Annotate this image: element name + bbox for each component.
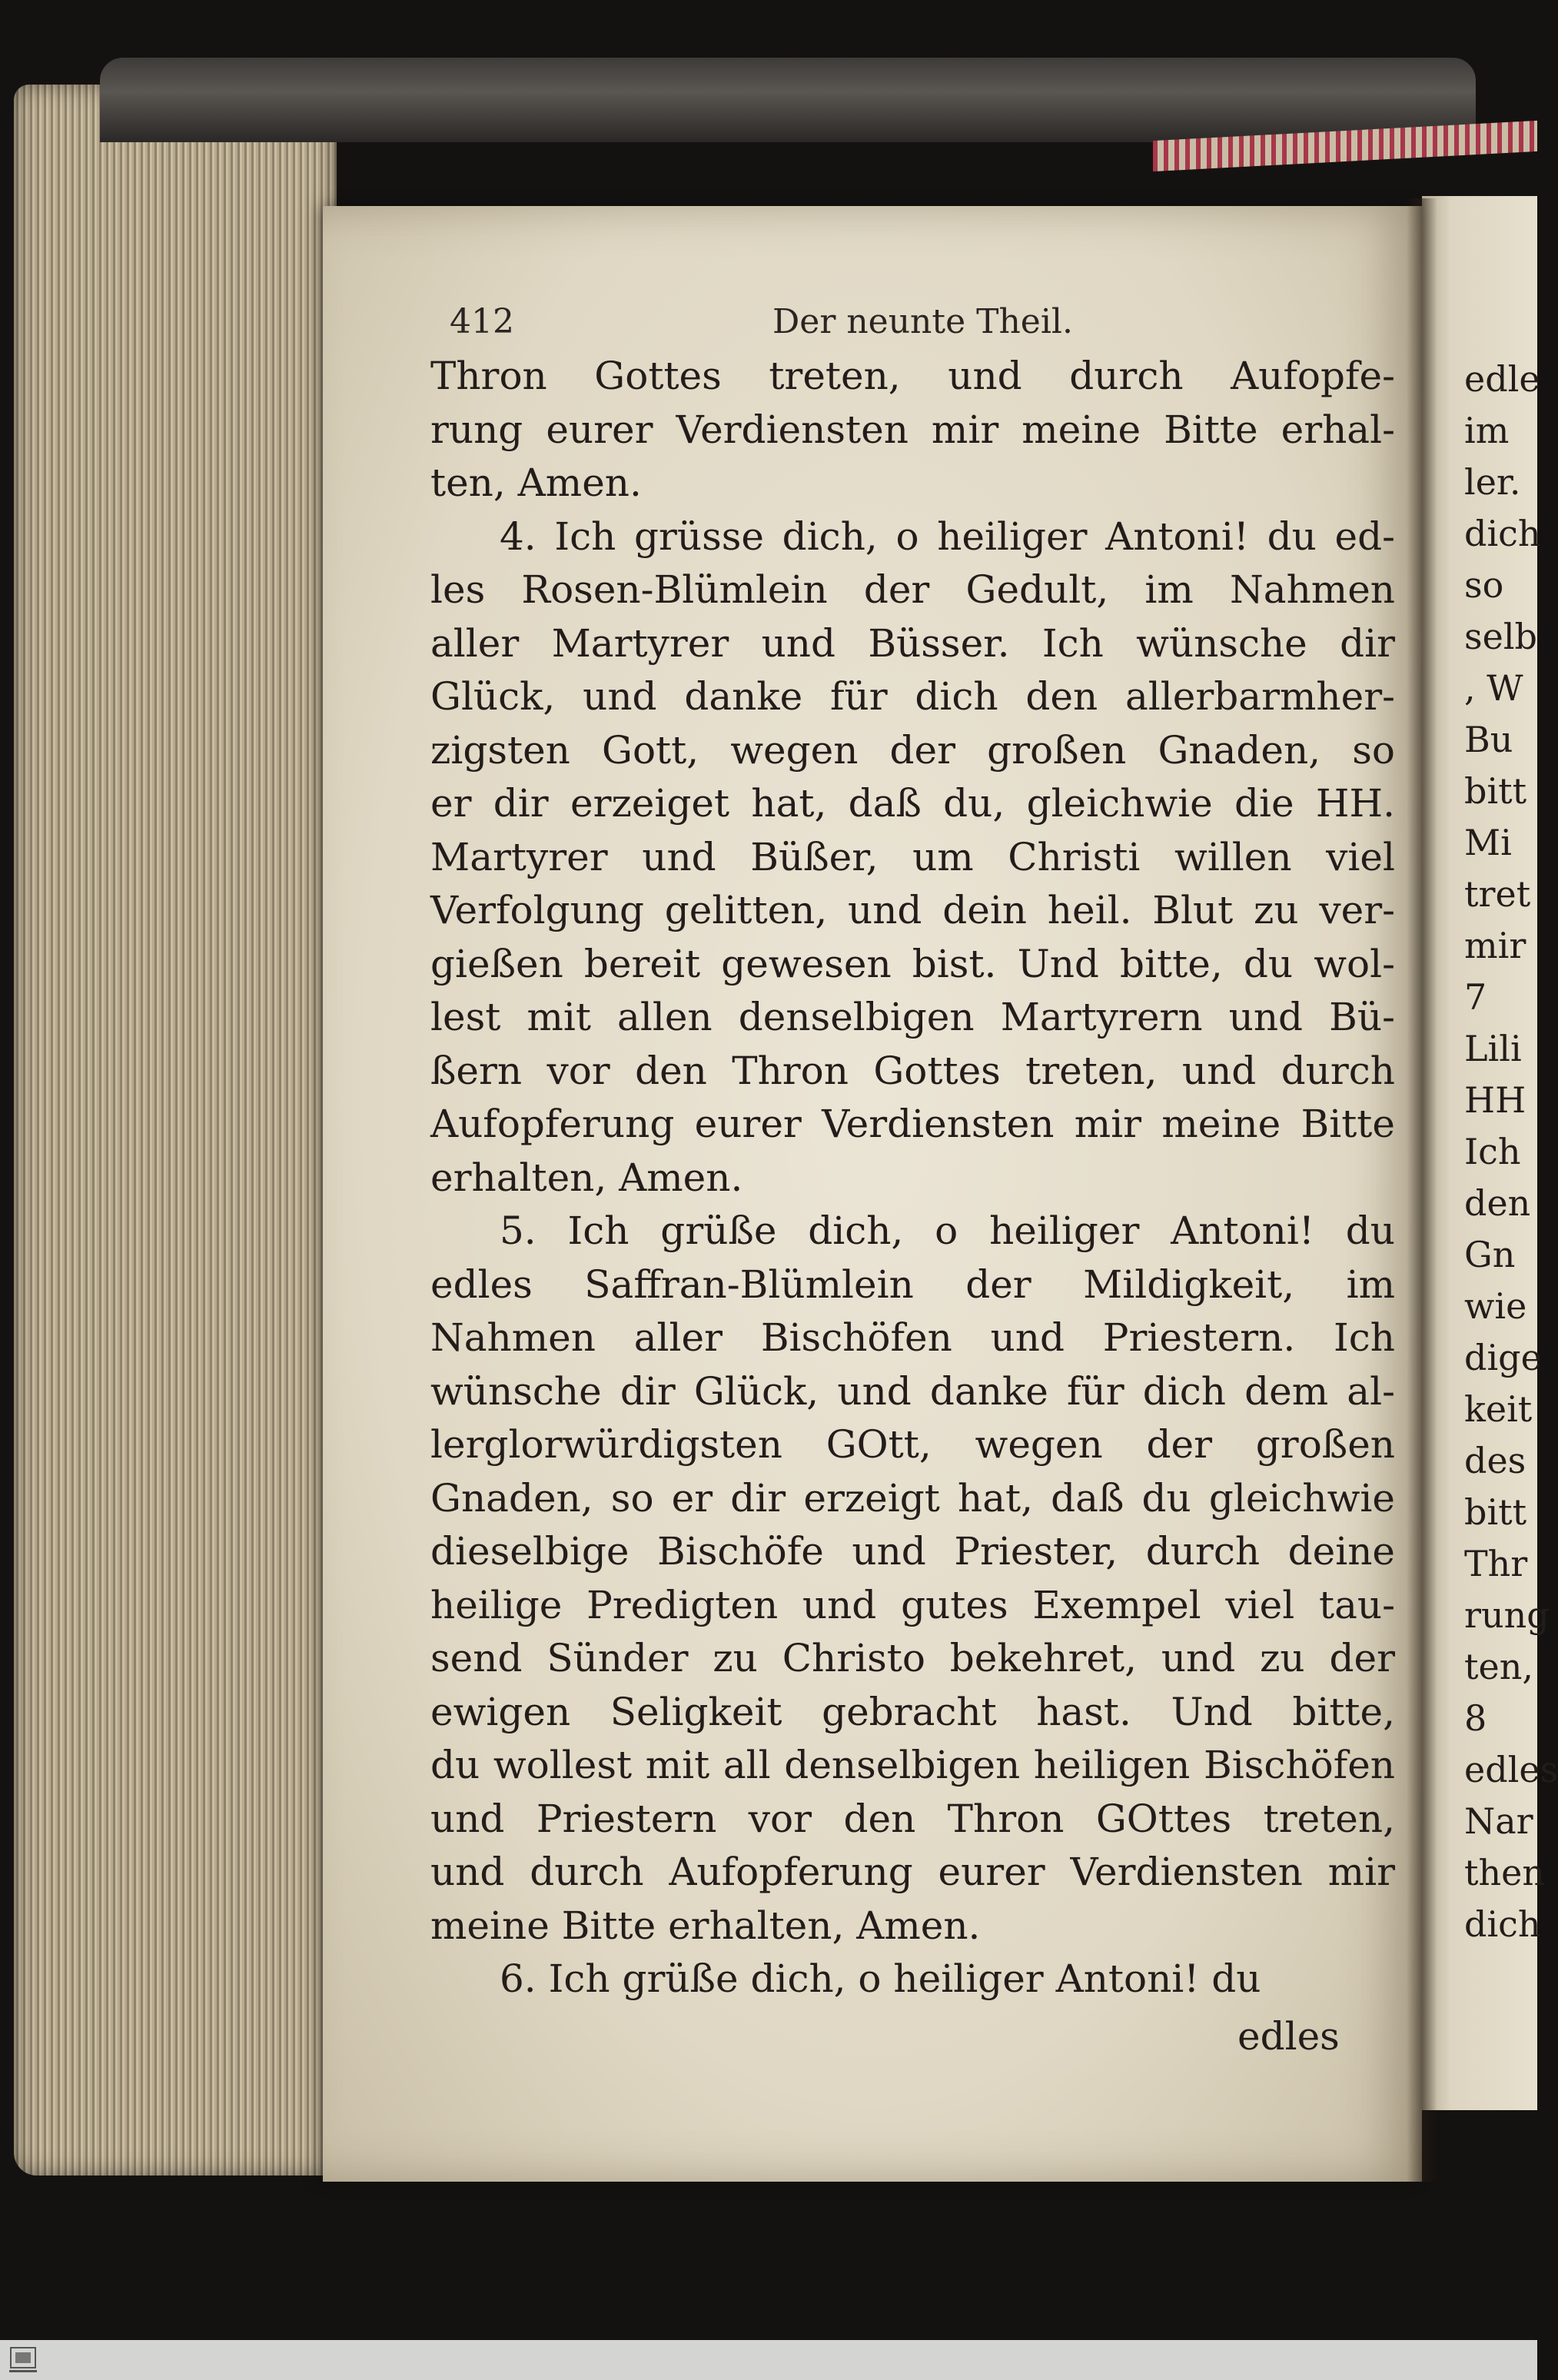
text-line: rung eurer Verdiensten mir meine Bitte erhal- <box>430 407 1395 452</box>
right-page-text-fragments <box>1464 354 1558 1950</box>
right-page-fragment: keit <box>1464 1388 1533 1430</box>
text-line: und durch Aufopferung eurer Verdiensten mir <box>430 1850 1395 1894</box>
text-line: edles Saffran-Blümlein der Mildigkeit, im <box>430 1261 1395 1307</box>
right-page-fragment: wie <box>1464 1285 1527 1327</box>
library-logo-icon <box>6 2345 40 2375</box>
text-line: er dir erzeiget hat, daß du, gleichwie die HH. <box>430 781 1395 826</box>
text-line: ewigen Seligkeit gebracht hast. Und bitte, <box>430 1689 1395 1734</box>
catchword: edles <box>1237 2014 1340 2059</box>
text-line: gießen bereit gewesen bist. Und bitte, du wol- <box>430 941 1395 986</box>
text-line: aller Martyrer und Büsser. Ich wünsche dir <box>430 620 1395 666</box>
right-page-fragment: Bu <box>1464 719 1513 760</box>
right-page-fragment: so <box>1464 564 1504 606</box>
right-page-fragment: mir <box>1464 925 1526 966</box>
right-page-fragment: Nar <box>1464 1800 1533 1842</box>
right-page-fragment: HH <box>1464 1079 1526 1121</box>
book-gutter <box>1407 198 1437 2182</box>
right-page-fragment: 7 <box>1464 976 1487 1018</box>
right-page-fragment: des <box>1464 1440 1526 1481</box>
text-line: send Sünder zu Christo bekehret, und zu der <box>430 1636 1395 1680</box>
right-page-fragment: , W <box>1464 667 1523 709</box>
book-cover-top <box>100 58 1476 142</box>
text-line: lest mit allen denselbigen Martyrern und Bü- <box>430 995 1395 1039</box>
right-page-fragment: edle <box>1464 358 1540 400</box>
right-page-fragment: bitt <box>1464 770 1527 812</box>
right-page-fragment: Mi <box>1464 822 1512 863</box>
text-line: 4. Ich grüsse dich, o heiliger Antoni! du ed- <box>500 514 1395 559</box>
right-page-fragment: dich <box>1464 513 1541 554</box>
text-line: ten, Amen. <box>430 460 642 505</box>
text-line: meine Bitte erhalten, Amen. <box>430 1903 981 1948</box>
right-page-fragment: den <box>1464 1182 1531 1224</box>
right-page-fragment: dige <box>1464 1337 1542 1378</box>
right-page-fragment: edles <box>1464 1749 1558 1790</box>
text-line: erhalten, Amen. <box>430 1155 743 1200</box>
viewer-footer-bar <box>0 2340 1537 2380</box>
text-line: Nahmen aller Bischöfen und Priestern. Ich <box>430 1315 1395 1360</box>
text-line: und Priestern vor den Thron GOttes treten, <box>430 1796 1395 1841</box>
right-page-fragment: bitt <box>1464 1491 1527 1533</box>
text-line: ßern vor den Thron Gottes treten, und durch <box>430 1048 1395 1093</box>
right-page-fragment: rung <box>1464 1594 1550 1636</box>
page-number: 412 <box>450 302 514 341</box>
text-line: 6. Ich grüße dich, o heiliger Antoni! du <box>500 1956 1261 2001</box>
right-page-fragment: tret <box>1464 873 1531 915</box>
right-page-fragment: Lili <box>1464 1028 1522 1069</box>
right-page-fragment: Gn <box>1464 1234 1516 1275</box>
text-line: Thron Gottes treten, und durch Aufopfe- <box>430 354 1395 398</box>
right-page-fragment: im <box>1464 410 1510 451</box>
right-page-fragment: Ich <box>1464 1131 1521 1172</box>
text-line: wünsche dir Glück, und danke für dich dem al- <box>430 1368 1395 1414</box>
right-page-fragment: dich <box>1464 1903 1541 1945</box>
right-page-fragment: ten, <box>1464 1646 1533 1687</box>
body-text <box>430 350 1395 2006</box>
right-page-fragment: then <box>1464 1852 1545 1893</box>
right-page-fragment: 8 <box>1464 1697 1487 1739</box>
text-line: Verfolgung gelitten, und dein heil. Blut zu ver- <box>430 888 1395 932</box>
text-line: les Rosen-Blümlein der Gedult, im Nahmen <box>430 567 1395 612</box>
text-line: 5. Ich grüße dich, o heiliger Antoni! du <box>500 1208 1395 1253</box>
right-page-fragment: selb <box>1464 616 1537 657</box>
text-line: Glück, und danke für dich den allerbarmher- <box>430 674 1395 719</box>
text-line: heilige Predigten und gutes Exempel viel tau- <box>430 1582 1395 1627</box>
right-page-fragment: Thr <box>1464 1543 1528 1584</box>
text-line: dieselbige Bischöfe und Priester, durch deine <box>430 1529 1395 1574</box>
running-head <box>450 302 1395 348</box>
text-line: Gnaden, so er dir erzeigt hat, daß du gleichwie <box>430 1475 1395 1521</box>
right-page-fragment: ler. <box>1464 461 1521 503</box>
running-head-title: Der neunte Theil. <box>772 302 1073 341</box>
text-line: Aufopferung eurer Verdiensten mir meine Bitte <box>430 1102 1395 1146</box>
text-line: Martyrer und Büßer, um Christi willen viel <box>430 834 1395 879</box>
text-line: lerglorwürdigsten GOtt, wegen der großen <box>430 1422 1395 1467</box>
text-line: zigsten Gott, wegen der großen Gnaden, so <box>430 727 1395 773</box>
text-line: du wollest mit all denselbigen heiligen Bischöfen <box>430 1743 1395 1787</box>
book-page-edges <box>14 85 337 2176</box>
